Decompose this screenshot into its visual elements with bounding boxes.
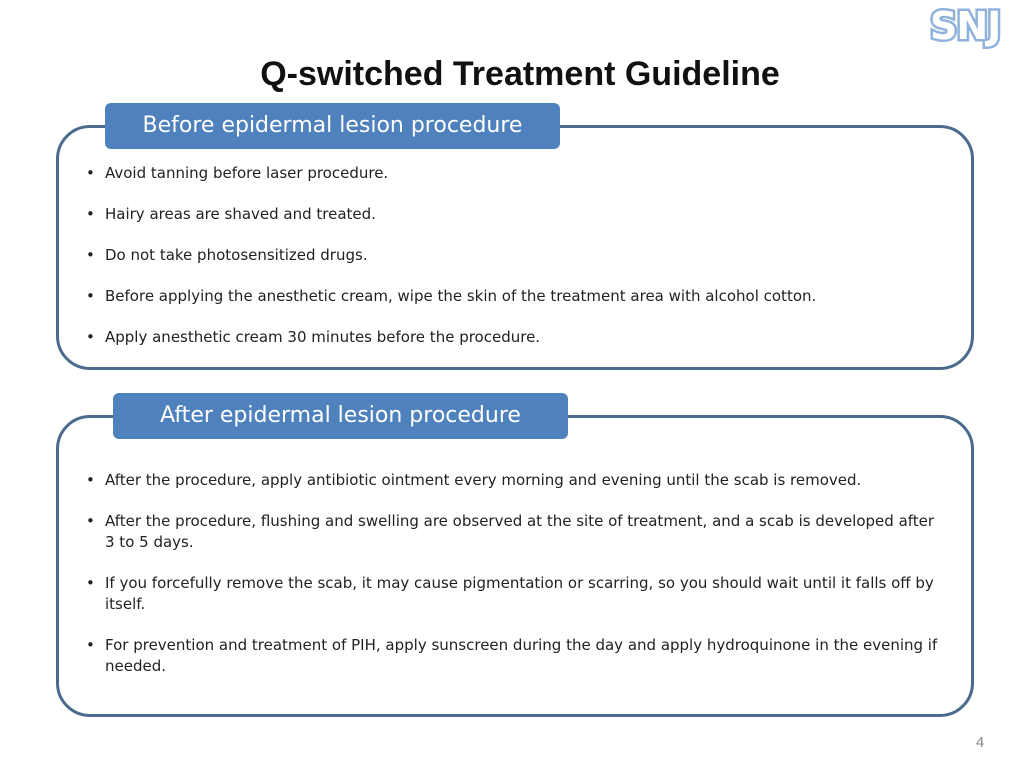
list-item: • Before applying the anesthetic cream, wipe the skin of the treatment area with alcohol cotton. xyxy=(86,286,926,307)
after-procedure-header: After epidermal lesion procedure xyxy=(113,393,568,439)
list-item: • Apply anesthetic cream 30 minutes before the procedure. xyxy=(86,327,926,348)
list-item: • Hairy areas are shaved and treated. xyxy=(86,204,926,225)
list-item: • For prevention and treatment of PIH, apply sunscreen during the day and apply hydroquinone in the evening if needed. xyxy=(86,635,946,677)
snj-logo: SNJ xyxy=(930,4,1001,48)
after-procedure-list xyxy=(86,470,946,697)
list-item: • If you forcefully remove the scab, it may cause pigmentation or scarring, so you should wait until it falls off by itself. xyxy=(86,573,946,615)
page-title: Q-switched Treatment Guideline xyxy=(260,55,780,93)
before-procedure-header: Before epidermal lesion procedure xyxy=(105,103,560,149)
list-item: • After the procedure, apply antibiotic ointment every morning and evening until the scab is removed. xyxy=(86,470,946,491)
list-item: • Avoid tanning before laser procedure. xyxy=(86,163,926,184)
list-item: • After the procedure, flushing and swelling are observed at the site of treatment, and a scab is developed after 3 to 5 days. xyxy=(86,511,946,553)
page-number: 4 xyxy=(975,734,985,751)
list-item: • Do not take photosensitized drugs. xyxy=(86,245,926,266)
before-procedure-list xyxy=(86,163,926,368)
